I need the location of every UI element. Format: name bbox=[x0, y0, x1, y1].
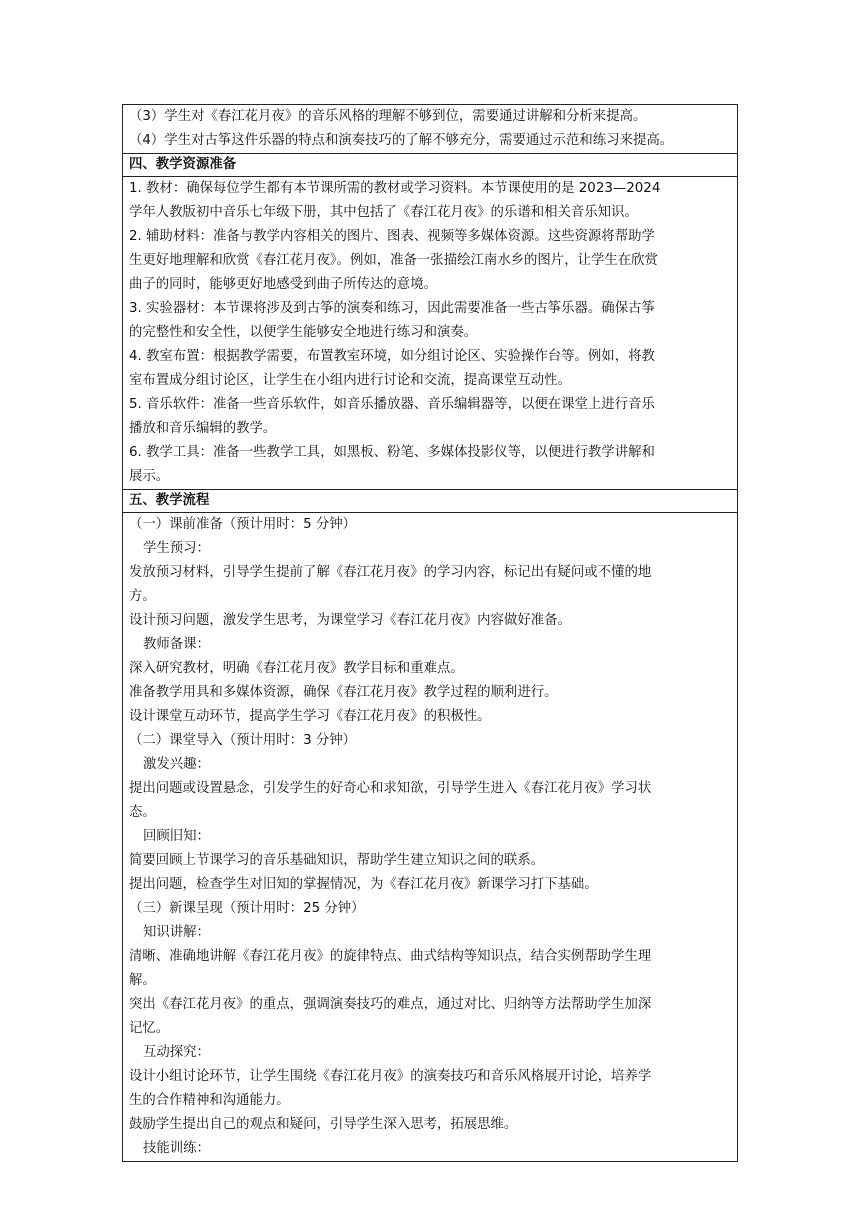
text-line: 技能训练： bbox=[143, 1141, 210, 1156]
section5-header-row bbox=[123, 490, 738, 513]
text-line: 简要回顾上节课学习的音乐基础知识，帮助学生建立知识之间的联系。 bbox=[129, 853, 545, 868]
text-line: 室布置成分组讨论区，让学生在小组内进行讨论和交流，提高课堂互动性。 bbox=[129, 373, 571, 388]
text-line: （三）新课呈现（预计用时：25 分钟） bbox=[129, 901, 365, 916]
text-line: 知识讲解： bbox=[143, 925, 210, 940]
text-line: 设计小组讨论环节，让学生围绕《春江花月夜》的演奏技巧和音乐风格展开讨论，培养学 bbox=[129, 1069, 652, 1084]
section4-title: 四、教学资源准备 bbox=[123, 154, 738, 177]
text-line: 4. 教室布置：根据教学需要，布置教室环境，如分组讨论区、实验操作台等。例如，将教 bbox=[129, 349, 655, 364]
document-page bbox=[122, 104, 738, 1162]
text-line: 学年人教版初中音乐七年级下册，其中包括了《春江花月夜》的乐谱和相关音乐知识。 bbox=[129, 205, 638, 220]
section5-body-row bbox=[123, 513, 738, 1162]
text-line: 2. 辅助材料：准备与教学内容相关的图片、图表、视频等多媒体资源。这些资源将帮助学 bbox=[129, 229, 655, 244]
text-line: 1. 教材：确保每位学生都有本节课所需的教材或学习资料。本节课使用的是 2023—2024 bbox=[129, 181, 661, 196]
text-line: 播放和音乐编辑的教学。 bbox=[129, 421, 277, 436]
text-line: 解。 bbox=[129, 973, 156, 988]
text-line: 教师备课： bbox=[143, 637, 210, 652]
text-line: 设计课堂互动环节，提高学生学习《春江花月夜》的积极性。 bbox=[129, 709, 491, 724]
text-line: （4）学生对古筝这件乐器的特点和演奏技巧的了解不够充分，需要通过示范和练习来提高。 bbox=[129, 133, 674, 148]
section5-title: 五、教学流程 bbox=[123, 490, 738, 513]
text-line: （3）学生对《春江花月夜》的音乐风格的理解不够到位，需要通过讲解和分析来提高。 bbox=[129, 109, 647, 124]
text-line: 回顾旧知： bbox=[143, 829, 210, 844]
text-line: 深入研究教材，明确《春江花月夜》教学目标和重难点。 bbox=[129, 661, 464, 676]
text-line: 态。 bbox=[129, 805, 156, 820]
text-line: 生更好地理解和欣赏《春江花月夜》。例如，准备一张描绘江南水乡的图片，让学生在欣赏 bbox=[129, 253, 658, 268]
text-line: 准备教学用具和多媒体资源，确保《春江花月夜》教学过程的顺利进行。 bbox=[129, 685, 558, 700]
lesson-plan-table bbox=[122, 104, 738, 1162]
text-line: 激发兴趣： bbox=[143, 757, 210, 772]
text-line: （二）课堂导入（预计用时：3 分钟） bbox=[129, 733, 357, 748]
text-line: 3. 实验器材：本节课将涉及到古筝的演奏和练习，因此需要准备一些古筝乐器。确保古筝 bbox=[129, 301, 655, 316]
text-line: 发放预习材料，引导学生提前了解《春江花月夜》的学习内容，标记出有疑问或不懂的地 bbox=[129, 565, 652, 580]
text-line: 展示。 bbox=[129, 469, 170, 484]
text-line: 鼓励学生提出自己的观点和疑问，引导学生深入思考，拓展思维。 bbox=[129, 1117, 518, 1132]
text-line: 提出问题，检查学生对旧知的掌握情况，为《春江花月夜》新课学习打下基础。 bbox=[129, 877, 598, 892]
section3-tail-row bbox=[123, 105, 738, 154]
text-line: 曲子的同时，能够更好地感受到曲子所传达的意境。 bbox=[129, 277, 437, 292]
section3-tail-cell bbox=[123, 105, 738, 154]
text-line: 6. 教学工具：准备一些教学工具，如黑板、粉笔、多媒体投影仪等，以便进行教学讲解和 bbox=[129, 445, 655, 460]
section4-body-cell bbox=[123, 177, 738, 490]
text-line: 突出《春江花月夜》的重点，强调演奏技巧的难点，通过对比、归纳等方法帮助学生加深 bbox=[129, 997, 652, 1012]
section5-body-cell bbox=[123, 513, 738, 1162]
text-line: 设计预习问题，激发学生思考，为课堂学习《春江花月夜》内容做好准备。 bbox=[129, 613, 571, 628]
text-line: 生的合作精神和沟通能力。 bbox=[129, 1093, 290, 1108]
text-line: 记忆。 bbox=[129, 1021, 170, 1036]
section4-header-row bbox=[123, 154, 738, 177]
text-line: 提出问题或设置悬念，引发学生的好奇心和求知欲，引导学生进入《春江花月夜》学习状 bbox=[129, 781, 652, 796]
text-line: 方。 bbox=[129, 589, 156, 604]
text-line: 学生预习： bbox=[143, 541, 210, 556]
text-line: （一）课前准备（预计用时：5 分钟） bbox=[129, 517, 357, 532]
section4-body-row bbox=[123, 177, 738, 490]
text-line: 清晰、准确地讲解《春江花月夜》的旋律特点、曲式结构等知识点，结合实例帮助学生理 bbox=[129, 949, 652, 964]
text-line: 的完整性和安全性，以便学生能够安全地进行练习和演奏。 bbox=[129, 325, 478, 340]
text-line: 5. 音乐软件：准备一些音乐软件，如音乐播放器、音乐编辑器等，以便在课堂上进行音乐 bbox=[129, 397, 655, 412]
text-line: 互动探究： bbox=[143, 1045, 210, 1060]
